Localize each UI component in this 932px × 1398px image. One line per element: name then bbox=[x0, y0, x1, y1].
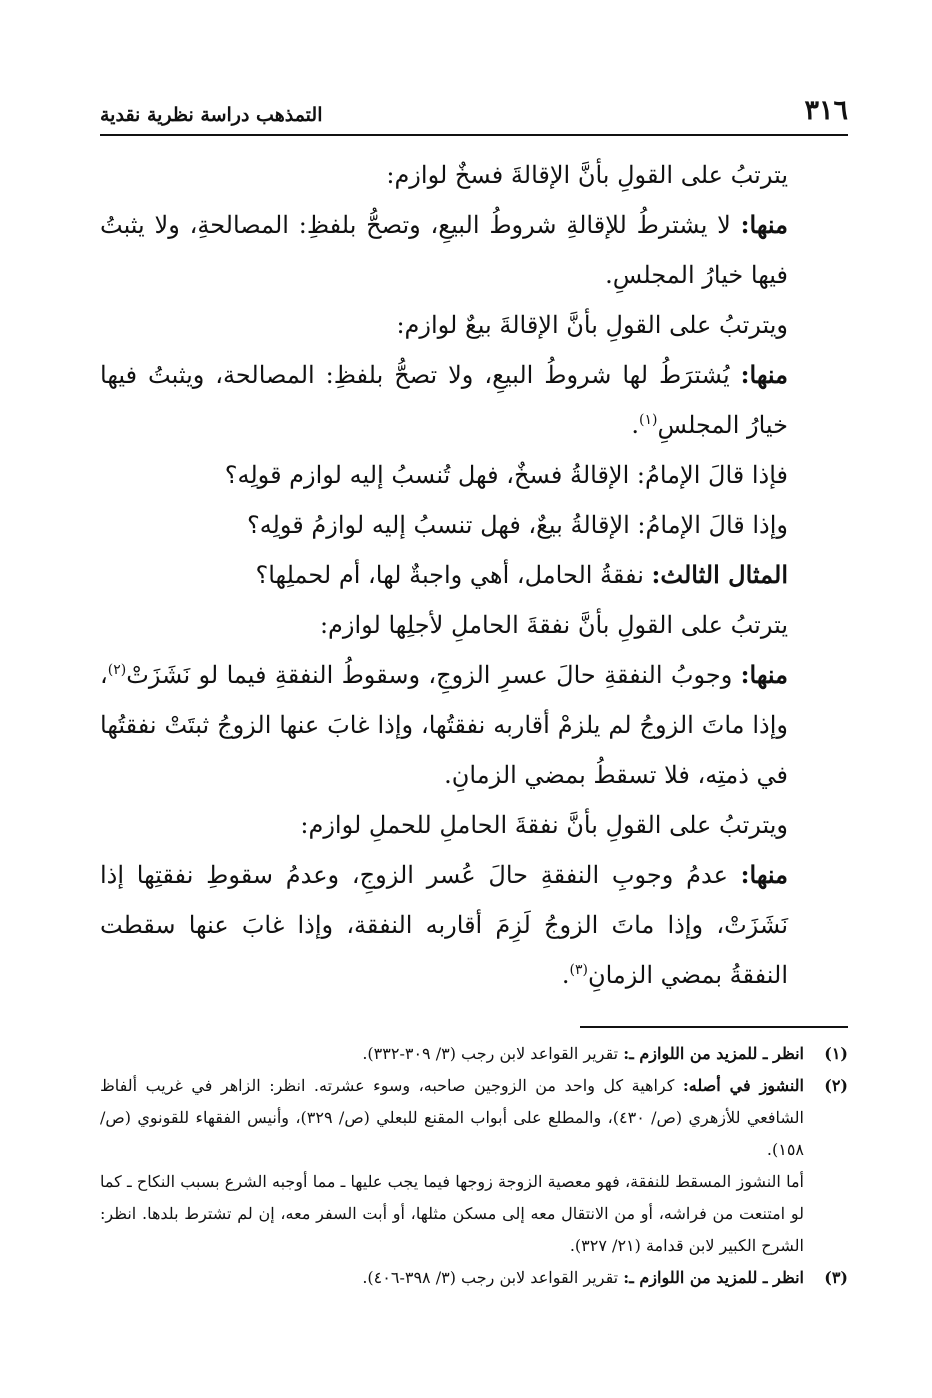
paragraph bbox=[100, 200, 848, 300]
paragraph bbox=[100, 300, 848, 350]
paragraph-text: لا يشترطُ للإقالةِ شروطُ البيعِ، وتصحُّ بلفظِ: المصالحةِ، ولا يثبتُ فيها خيارُ المجلسِ. bbox=[100, 211, 788, 289]
footnote-lead: النشوز في أصله: bbox=[682, 1076, 804, 1095]
paragraph-end: . bbox=[631, 411, 640, 439]
paragraph-text: ويترتبُ على القولِ بأنَّ نفقةَ الحاملِ للحملِ لوازم: bbox=[300, 811, 788, 839]
paragraph-text: وإذا قالَ الإمامُ: الإقالةُ بيعٌ، فهل تنسبُ إليه لوازمُ قولِه؟ bbox=[246, 511, 788, 539]
paragraph-lead: منها: bbox=[740, 210, 788, 239]
paragraph-text: فإذا قالَ الإمامُ: الإقالةُ فسخٌ، فهل تُنسبُ إليه لوازم قولِه؟ bbox=[224, 461, 788, 489]
footnote bbox=[100, 1038, 848, 1070]
page-number: ٣١٦ bbox=[804, 95, 848, 126]
footnote-number: (١) bbox=[824, 1044, 848, 1063]
page-header bbox=[100, 92, 848, 136]
footnote-body bbox=[100, 1038, 804, 1070]
footnote-ref[interactable]: (١) bbox=[639, 412, 658, 428]
paragraph bbox=[100, 550, 848, 600]
paragraph-text: وجوبُ النفقةِ حالَ عسرِ الزوجِ، وسقوطُ النفقةِ فيما لو نَشَزَتْ bbox=[126, 661, 741, 689]
paragraph bbox=[100, 850, 848, 1000]
paragraph-lead: منها: bbox=[740, 660, 788, 689]
paragraph bbox=[100, 650, 848, 800]
paragraph-text: ، وإذا ماتَ الزوجُ لم يلزمْ أقاربه نفقتُها، وإذا غابَ عنها الزوجُ ثبتَتْ نفقتُها في ذمتِه، فلا تسقطُ بمضي الزمانِ. bbox=[100, 661, 788, 789]
paragraph bbox=[100, 500, 848, 550]
footnote-ref[interactable]: (٢) bbox=[107, 662, 127, 678]
footnote-separator bbox=[580, 1026, 848, 1028]
paragraph-text: يترتبُ على القولِ بأنَّ الإقالةَ فسخٌ لوازم: bbox=[386, 161, 788, 189]
paragraph-end: . bbox=[561, 961, 570, 989]
paragraph-text: يُشترَطُ لها شروطُ البيعِ، ولا تصحُّ بلفظِ: المصالحة، ويثبتُ فيها خيارُ المجلسِ bbox=[100, 361, 788, 439]
footnote-ref[interactable]: (٣) bbox=[569, 962, 588, 978]
paragraph-lead: منها: bbox=[740, 860, 788, 889]
paragraph bbox=[100, 600, 848, 650]
footnotes bbox=[100, 1038, 848, 1294]
paragraph-lead: المثال الثالث: bbox=[651, 560, 788, 589]
paragraph-text: ويترتبُ على القولِ بأنَّ الإقالةَ بيعٌ لوازم: bbox=[396, 311, 788, 339]
paragraph bbox=[100, 450, 848, 500]
paragraph bbox=[100, 150, 848, 200]
paragraph-text: نفقةُ الحامل، أهي واجبةٌ لها، أم لحملِها؟ bbox=[255, 561, 652, 589]
footnote-number: (٢) bbox=[824, 1076, 848, 1095]
footnote bbox=[100, 1262, 848, 1294]
paragraph-text: عدمُ وجوبِ النفقةِ حالَ عُسر الزوجِ، وعدمُ سقوطِ نفقتِها إذا نَشَزَتْ، وإذا ماتَ الزوجُ لَزِمَ أقاربه النفقة، وإذا غابَ عنها سقطت النفقةُ بمضي الزمانِ bbox=[100, 861, 788, 989]
footnote-body bbox=[100, 1070, 804, 1166]
paragraph-lead: منها: bbox=[740, 360, 788, 389]
footnote-text: كراهية كل واحد من الزوجين صاحبه، وسوء عشرته. انظر: الزاهر في غريب ألفاظ الشافعي للأزهري (ص/ ٤٣٠)، والمطلع على أبواب المقنع للبعلي (ص/ ٣٢٩)، وأنيس الفقهاء للقونوي (ص/ ١٥٨). bbox=[100, 1076, 804, 1159]
footnote-lead: انظر ـ للمزيد من اللوازم ـ: bbox=[623, 1044, 804, 1063]
footnote-number: (٣) bbox=[824, 1268, 848, 1287]
footnote-body bbox=[100, 1262, 804, 1294]
footnote-continuation: أما النشوز المسقط للنفقة، فهو معصية الزوجة زوجها فيما يجب عليها ـ مما أوجبه الشرع بسبب النكاح ـ كما لو امتنعت من فراشه، أو من الانتقال معه إلى مسكن مثلها، أو أبت السفر معه، إن لم تشترط بلدها. انظر: الشرح الكبير لابن قدامة (٢١/ ٣٢٧). bbox=[100, 1172, 804, 1255]
footnote-text: تقرير القواعد لابن رجب (٣/ ٣٠٩-٣٣٢). bbox=[362, 1044, 624, 1063]
paragraph bbox=[100, 800, 848, 850]
paragraph bbox=[100, 350, 848, 450]
running-title: التمذهب دراسة نظرية نقدية bbox=[100, 104, 323, 126]
footnote-text: تقرير القواعد لابن رجب (٣/ ٣٩٨-٤٠٦). bbox=[362, 1268, 624, 1287]
footnote-lead: انظر ـ للمزيد من اللوازم ـ: bbox=[623, 1268, 804, 1287]
paragraph-text: يترتبُ على القولِ بأنَّ نفقةَ الحاملِ لأجلِها لوازم: bbox=[319, 611, 788, 639]
main-text bbox=[100, 150, 848, 1000]
footnote bbox=[100, 1070, 848, 1166]
